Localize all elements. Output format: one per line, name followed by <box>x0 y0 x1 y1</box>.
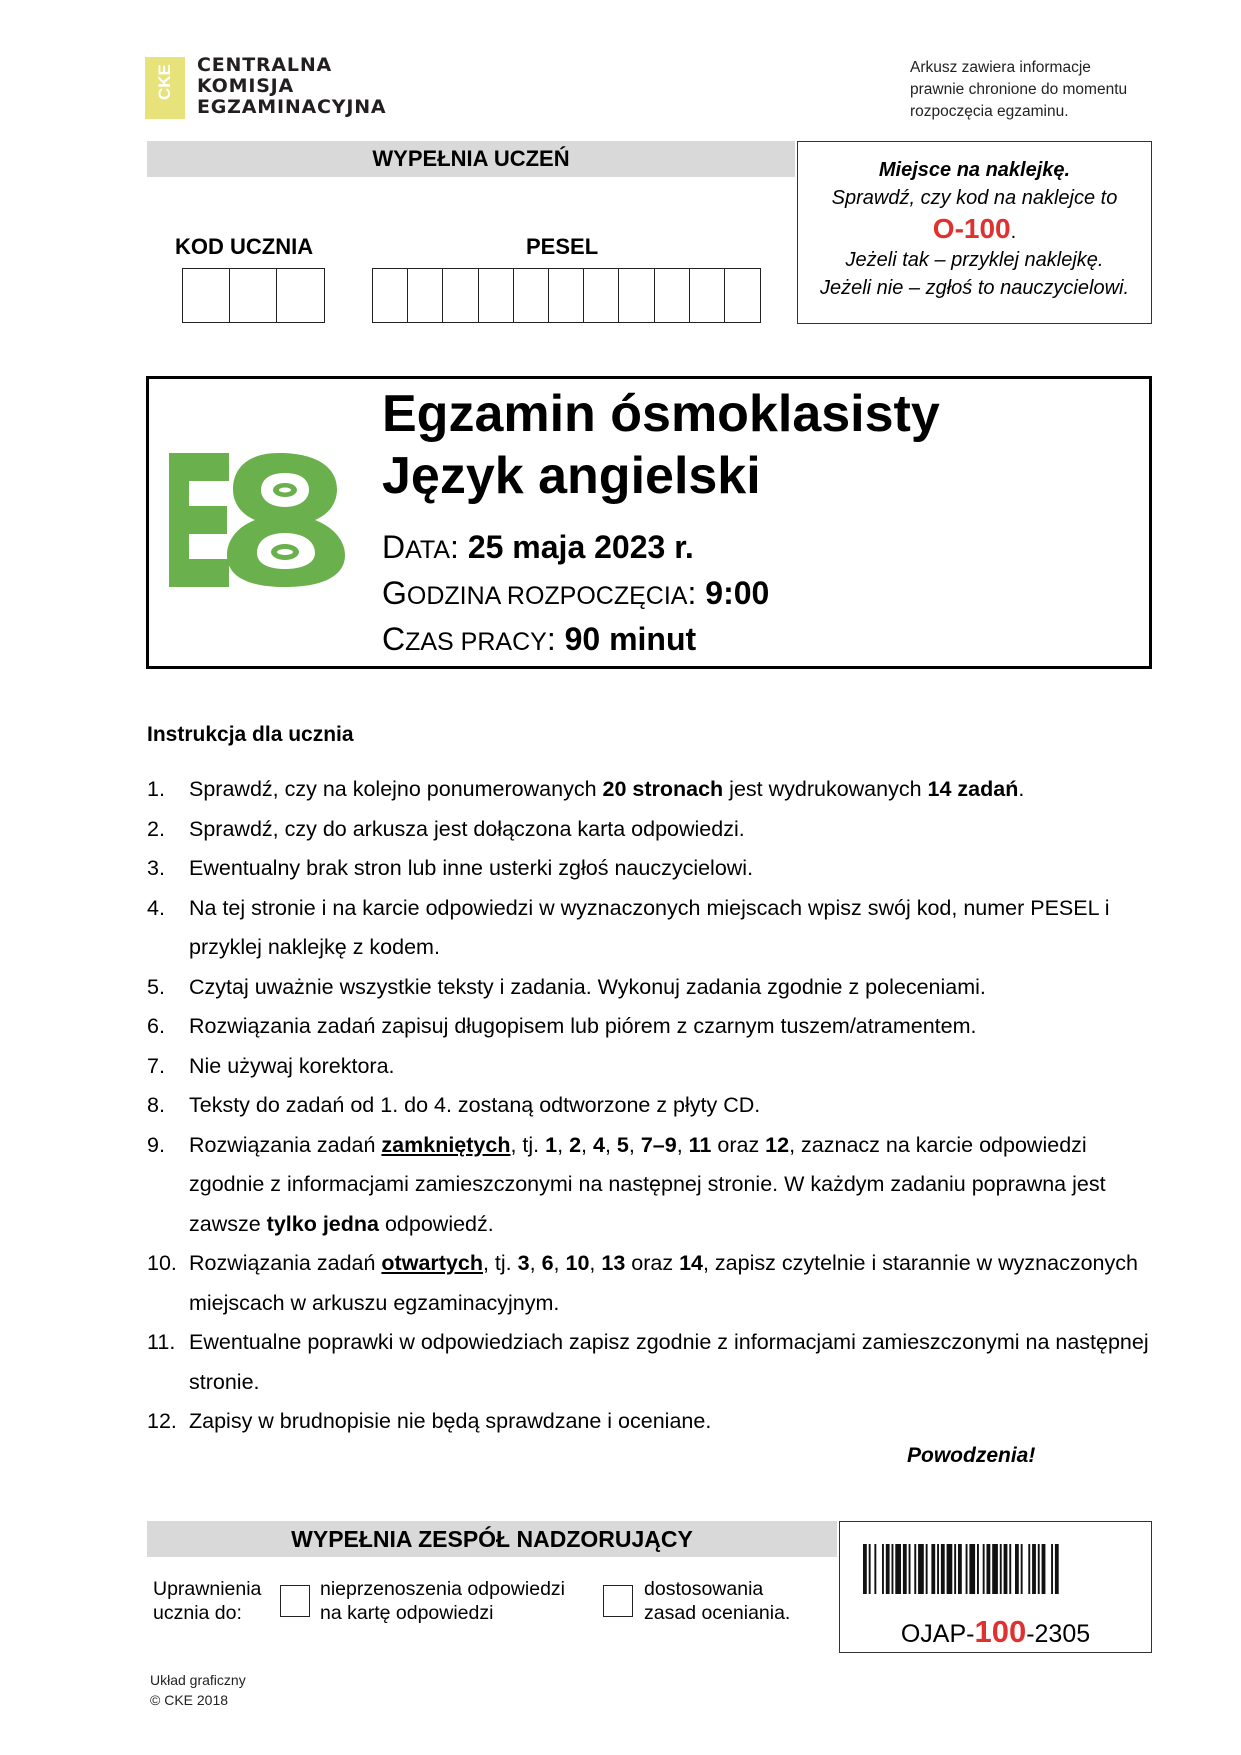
no-transfer-label <box>320 1577 565 1625</box>
legal-note-line: rozpoczęcia egzaminu. <box>910 103 1069 120</box>
instruction-number: 9. <box>147 1132 165 1157</box>
pesel-digit-box[interactable] <box>373 269 408 322</box>
instruction-text: Teksty do zadań od 1. do 4. zostaną odtworzone z płyty CD. <box>189 1093 761 1117</box>
instruction-text: oraz <box>711 1132 766 1157</box>
student-code-label: KOD UCZNIA <box>175 234 314 259</box>
instruction-number: 4. <box>147 895 165 920</box>
entitlements-label-line: Uprawnienia <box>153 1578 262 1600</box>
instruction-text: oraz <box>625 1251 680 1275</box>
instruction-text: 6 <box>541 1251 554 1275</box>
instruction-text: , <box>676 1132 689 1157</box>
instruction-number: 7. <box>147 1053 165 1078</box>
date-value: 25 maja 2023 r. <box>467 529 694 565</box>
instruction-text: tylko jedna <box>266 1211 379 1236</box>
instruction-text: , zapisz czytelnie i starannie w wyznaczonych miejscach w arkuszu egzaminacyjnym. <box>189 1251 1138 1315</box>
entitlements-label-line: ucznia do: <box>153 1602 242 1624</box>
exam-subject: Język angielski <box>382 447 761 505</box>
instruction-number: 12. <box>147 1409 177 1433</box>
instructions-list <box>147 770 1157 1442</box>
sticker-area <box>797 141 1152 324</box>
barcode-icon <box>863 1544 1127 1594</box>
instruction-text: otwartych <box>381 1251 483 1275</box>
cke-logo-mark-text: CKE <box>155 64 174 100</box>
legal-note <box>910 57 1170 123</box>
instruction-text: Rozwiązania zadań <box>189 1251 382 1275</box>
instruction-text: 14 <box>679 1251 703 1275</box>
instruction-text: Sprawdź, czy do arkusza jest dołączona karta odpowiedzi. <box>189 816 745 841</box>
exam-date: DATA: 25 maja 2023 r. <box>382 529 694 565</box>
instruction-text: , <box>529 1251 542 1275</box>
sheet-code-suffix: -2305 <box>1026 1620 1091 1648</box>
instruction-text: . <box>1018 777 1025 801</box>
footer-note <box>150 1670 246 1710</box>
instruction-text: 5 <box>616 1132 629 1157</box>
instruction-text: Czytaj uważnie wszystkie teksty i zadania. Wykonuj zadania zgodnie z poleceniami. <box>189 974 986 999</box>
instruction-item <box>147 1007 1157 1047</box>
instruction-number: 8. <box>147 1093 165 1117</box>
adjusted-grading-checkbox[interactable] <box>603 1585 633 1617</box>
student-code-field[interactable] <box>182 268 325 323</box>
no-transfer-checkbox[interactable] <box>280 1585 310 1617</box>
footer-line: © CKE 2018 <box>150 1692 229 1708</box>
cke-logo-line: KOMISJA <box>197 75 295 97</box>
instruction-item <box>147 1086 1157 1126</box>
instruction-text: , <box>628 1132 641 1157</box>
instruction-item <box>147 968 1157 1008</box>
instruction-text: 11 <box>688 1132 712 1157</box>
instruction-number: 5. <box>147 974 165 999</box>
student-code-digit-box[interactable] <box>277 269 324 322</box>
instruction-item <box>147 1323 1157 1402</box>
student-fill-bar: WYPEŁNIA UCZEŃ <box>147 141 795 177</box>
cke-logo-line: CENTRALNA <box>197 54 333 76</box>
entitlements-label <box>153 1577 261 1625</box>
pesel-digit-box[interactable] <box>690 269 725 322</box>
instruction-text: Zapisy w brudnopisie nie będą sprawdzane i oceniane. <box>189 1409 712 1433</box>
sticker-code: O-100 <box>932 213 1011 244</box>
instruction-text: 4 <box>592 1132 605 1157</box>
pesel-digit-box[interactable] <box>725 269 760 322</box>
student-code-digit-box[interactable] <box>230 269 277 322</box>
cke-logo-line: EGZAMINACYJNA <box>197 96 387 118</box>
footer-line: Układ graficzny <box>150 1672 246 1688</box>
instruction-text: , <box>557 1132 570 1157</box>
sticker-code-dot: . <box>1010 221 1017 243</box>
barcode-box <box>839 1521 1152 1653</box>
instruction-item <box>147 1402 1157 1442</box>
duration-label-initial: C <box>382 621 406 657</box>
instruction-number: 10. <box>147 1251 177 1275</box>
date-label-initial: D <box>382 529 406 565</box>
instruction-text: , <box>553 1251 566 1275</box>
instruction-text: 3 <box>517 1251 530 1275</box>
instruction-item <box>147 1047 1157 1087</box>
sticker-line: Jeżeli nie – zgłoś to nauczycielowi. <box>819 277 1130 299</box>
pesel-label: PESEL <box>526 234 599 259</box>
instruction-item <box>147 1244 1157 1323</box>
pesel-digit-box[interactable] <box>408 269 443 322</box>
instruction-text: Ewentualne poprawki w odpowiedziach zapisz zgodnie z informacjami zamieszczonymi na następnej stronie. <box>189 1330 1149 1394</box>
sticker-line: Sprawdź, czy kod na naklejce to <box>831 187 1118 209</box>
instruction-text: 2 <box>569 1132 582 1157</box>
legal-note-line: Arkusz zawiera informacje <box>910 59 1091 76</box>
pesel-digit-box[interactable] <box>479 269 514 322</box>
instruction-number: 11. <box>147 1330 176 1354</box>
instruction-item <box>147 1126 1157 1245</box>
instruction-text: 13 <box>601 1251 626 1275</box>
exam-duration: CZAS PRACY: 90 minut <box>382 621 697 657</box>
instruction-text: 1 <box>545 1132 558 1157</box>
instruction-text: Ewentualny brak stron lub inne usterki zgłoś nauczycielowi. <box>189 856 754 880</box>
cke-logo-text <box>197 55 386 118</box>
legal-note-line: prawnie chronione do momentu <box>910 81 1128 98</box>
option-line: nieprzenoszenia odpowiedzi <box>320 1578 565 1600</box>
pesel-digit-box[interactable] <box>549 269 584 322</box>
hour-value: 9:00 <box>705 575 770 611</box>
duration-value: 90 minut <box>564 621 697 657</box>
sheet-code-number: 100 <box>974 1614 1027 1649</box>
sticker-title: Miejsce na naklejkę. <box>878 159 1071 181</box>
instruction-number: 2. <box>147 816 165 841</box>
exam-title-line: Egzamin ósmoklasisty <box>382 385 940 443</box>
instruction-text: jest wydrukowanych <box>723 777 928 801</box>
instructions-heading: Instrukcja dla ucznia <box>147 723 354 746</box>
option-line: dostosowania <box>644 1578 764 1600</box>
instruction-text: 14 zadań <box>927 777 1019 801</box>
cke-logo <box>145 54 395 119</box>
instruction-text: Rozwiązania zadań zapisuj długopisem lub piórem z czarnym tuszem/atramentem. <box>189 1014 977 1038</box>
instruction-text: 12 <box>765 1132 790 1157</box>
instruction-text: Rozwiązania zadań <box>189 1132 382 1157</box>
instruction-text: 7–9 <box>640 1132 677 1157</box>
supervisor-fill-bar: WYPEŁNIA ZESPÓŁ NADZORUJĄCY <box>147 1521 837 1557</box>
duration-label-rest: ZAS PRACY <box>405 628 547 656</box>
instruction-text: , <box>604 1132 617 1157</box>
pesel-digit-box[interactable] <box>655 269 690 322</box>
instruction-text: 20 stronach <box>602 777 724 801</box>
pesel-digit-box[interactable] <box>514 269 549 322</box>
instruction-item <box>147 770 1157 810</box>
hour-label-rest: ODZINA ROZPOCZĘCIA <box>406 582 688 610</box>
student-code-digit-box[interactable] <box>183 269 230 322</box>
date-label-rest: ATA <box>405 536 451 564</box>
adjusted-grading-label <box>644 1577 790 1625</box>
instruction-item <box>147 810 1157 850</box>
pesel-digit-box[interactable] <box>619 269 654 322</box>
instruction-text: , zaznacz na karcie odpowiedzi zgodnie z informacjami zamieszczonymi na następnej stronie. W każdym zadaniu poprawna jest zawsze <box>189 1132 1106 1236</box>
cke-logo-mark <box>145 57 185 119</box>
instruction-number: 6. <box>147 1014 165 1038</box>
pesel-digit-box[interactable] <box>584 269 619 322</box>
instruction-item <box>147 889 1157 968</box>
pesel-digit-box[interactable] <box>443 269 478 322</box>
closing-text: Powodzenia! <box>907 1444 1036 1467</box>
option-line: na kartę odpowiedzi <box>320 1602 494 1624</box>
instruction-text: , tj. <box>482 1251 518 1275</box>
instruction-text: 10 <box>565 1251 590 1275</box>
instruction-text: Na tej stronie i na karcie odpowiedzi w wyznaczonych miejscach wpisz swój kod, numer PESEL i przyklej naklejkę z kodem. <box>189 895 1110 959</box>
exam-title <box>382 383 940 507</box>
instruction-number: 1. <box>147 777 165 801</box>
pesel-field[interactable] <box>372 268 761 323</box>
exam-title-box <box>146 376 1152 669</box>
instruction-text: Nie używaj korektora. <box>189 1053 395 1078</box>
exam-start-time: GODZINA ROZPOCZĘCIA: 9:00 <box>382 575 770 611</box>
hour-label-initial: G <box>382 575 407 611</box>
e8-logo-icon <box>169 453 349 587</box>
sheet-code-prefix: OJAP- <box>900 1620 975 1648</box>
instruction-text: , <box>589 1251 602 1275</box>
instruction-text: Sprawdź, czy na kolejno ponumerowanych <box>189 777 603 801</box>
sticker-line: Jeżeli tak – przyklej naklejkę. <box>845 249 1104 271</box>
instruction-text: odpowiedź. <box>378 1211 494 1236</box>
instruction-text: zamkniętych <box>381 1132 511 1157</box>
sheet-code <box>840 1614 1151 1650</box>
instruction-text: , <box>581 1132 593 1157</box>
option-line: zasad oceniania. <box>644 1602 791 1624</box>
instruction-number: 3. <box>147 856 165 880</box>
instruction-item <box>147 849 1157 889</box>
instruction-text: , tj. <box>510 1132 546 1157</box>
